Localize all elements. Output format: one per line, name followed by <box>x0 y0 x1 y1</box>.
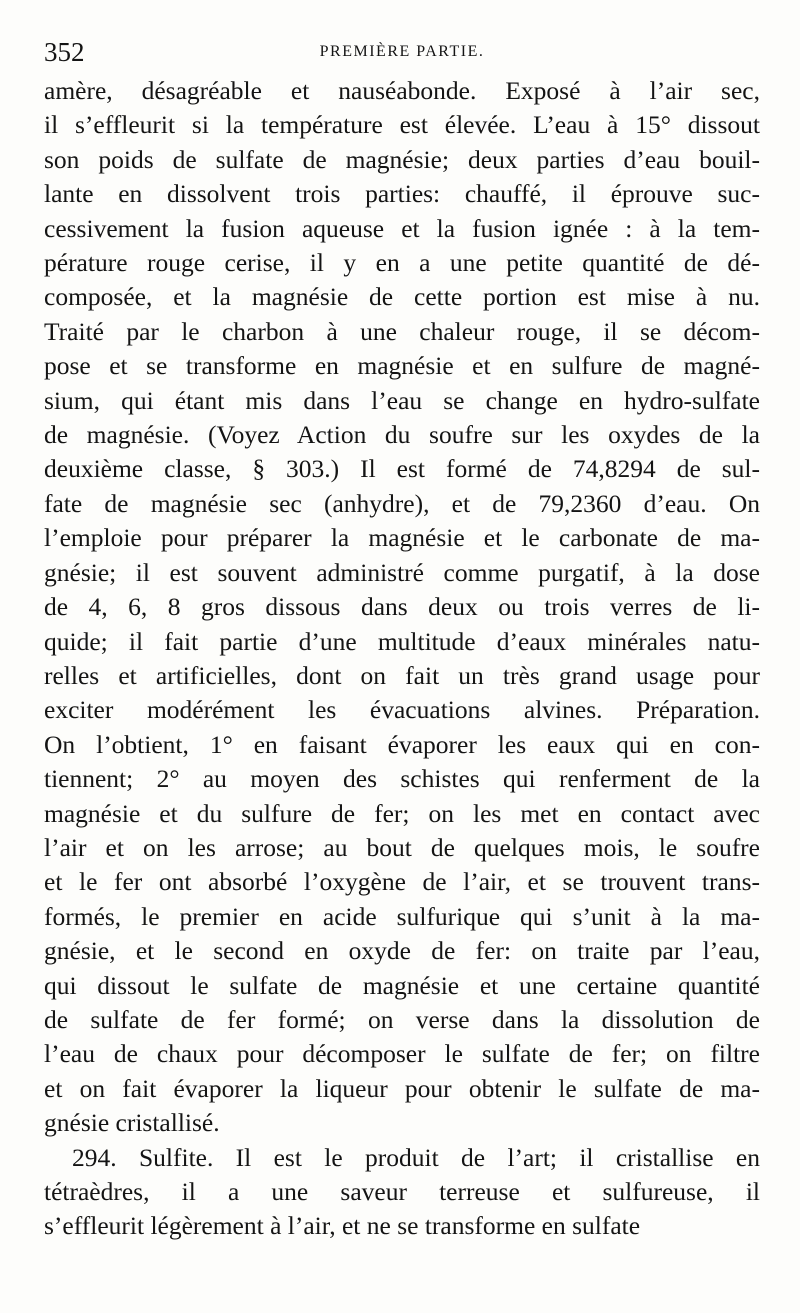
text-line: Traité par le charbon à une chaleur rouge, il se décom- <box>44 316 760 346</box>
running-head <box>44 30 760 74</box>
text-line: pose et se transforme en magnésie et en sulfure de magné- <box>44 351 760 381</box>
text-line: lante en dissolvent trois parties: chauffé, il éprouve suc- <box>44 179 760 209</box>
text-line: tiennent; 2° au moyen des schistes qui renferment de la <box>44 764 760 794</box>
text-line: quide; il fait partie d’une multitude d’eaux minérales natu- <box>44 626 760 656</box>
text-line: tétraèdres, il a une saveur terreuse et sulfureuse, il <box>44 1177 760 1206</box>
text-line: s’effleurit légèrement à l’air, et ne se transforme en sulfate <box>44 1211 641 1241</box>
text-line: 294. Sulfite. Il est le produit de l’art; il cristallise en <box>72 1142 760 1172</box>
text-line: gnésie cristallisé. <box>44 1108 220 1138</box>
text-line: de 4, 6, 8 gros dissous dans deux ou trois verres de li- <box>44 592 760 622</box>
text-line: composée, et la magnésie de cette portion est mise à nu. <box>44 282 760 312</box>
paragraph-sulfite <box>44 1141 760 1244</box>
text-line: de magnésie. (Voyez Action du soufre sur les oxydes de la <box>44 420 760 450</box>
text-line: amère, désagréable et nauséabonde. Exposé à l’air sec, <box>44 76 760 105</box>
text-line: l’eau de chaux pour décomposer le sulfate de fer; on filtre <box>44 1039 760 1069</box>
text-line: l’emploie pour préparer la magnésie et le carbonate de ma- <box>44 523 760 553</box>
text-line: sium, qui étant mis dans l’eau se change en hydro-sulfate <box>44 385 760 415</box>
text-line: relles et artificielles, dont on fait un très grand usage pour <box>44 660 760 690</box>
text-line: pérature rouge cerise, il y en a une petite quantité de dé- <box>44 248 760 278</box>
page-number: 352 <box>44 37 85 67</box>
text-line: gnésie; il est souvent administré comme purgatif, à la dose <box>44 557 760 587</box>
text-line: et le fer ont absorbé l’oxygène de l’air, et se trouvent trans- <box>44 867 760 897</box>
paragraph-sulfate-continuation <box>44 74 760 1141</box>
text-line: l’air et on les arrose; au bout de quelques mois, le soufre <box>44 832 760 862</box>
text-line: magnésie et du sulfure de fer; on les met en contact avec <box>44 798 760 828</box>
text-line: de sulfate de fer formé; on verse dans la dissolution de <box>44 1004 760 1034</box>
text-line: On l’obtient, 1° en faisant évaporer les eaux qui en con- <box>44 729 760 759</box>
text-line: son poids de sulfate de magnésie; deux parties d’eau bouil- <box>44 144 760 174</box>
text-line: formés, le premier en acide sulfurique qui s’unit à la ma- <box>44 901 760 931</box>
text-line: et on fait évaporer la liqueur pour obtenir le sulfate de ma- <box>44 1073 760 1103</box>
body-text <box>44 74 760 1244</box>
text-line: qui dissout le sulfate de magnésie et une certaine quantité <box>44 970 760 1000</box>
text-line: gnésie, et le second en oxyde de fer: on traite par l’eau, <box>44 936 760 966</box>
text-line: exciter modérément les évacuations alvines. Préparation. <box>44 695 760 725</box>
text-line: deuxième classe, § 303.) Il est formé de 74,8294 de sul- <box>44 454 760 484</box>
text-line: fate de magnésie sec (anhydre), et de 79,2360 d’eau. On <box>44 488 760 518</box>
text-line: il s’effleurit si la température est élevée. L’eau à 15° dissout <box>44 110 760 140</box>
section-title: PREMIÈRE PARTIE. <box>319 43 485 60</box>
text-line: cessivement la fusion aqueuse et la fusion ignée : à la tem- <box>44 213 760 243</box>
